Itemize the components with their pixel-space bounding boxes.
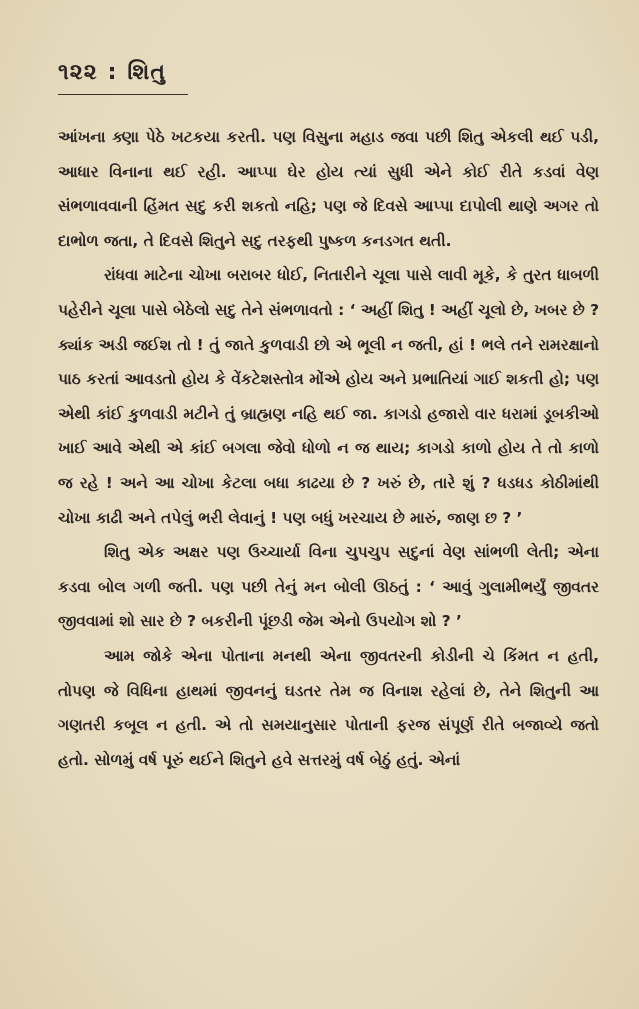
header-underline xyxy=(58,94,188,95)
page-number: ૧૨૨ xyxy=(58,60,98,85)
paragraph-4: આમ જોકે એના પોતાના મનથી એના જીવતરની કોડીની ચે કિંમત ન હતી, તોપણ જે વિધિના હાથમાં જીવનનું ઘડતર તેમ જ વિનાશ રહેલાં છે, તેને શિતુની આ ગણતરી કબૂલ ન હતી. એ તો સમયાનુસાર પોતાની ફરજ સંપૂર્ણ રીતે બજાવ્યે જતો હતો. સોળમું વર્ષ પૂરું થઈને શિતુને હવે સત્તરમું વર્ષ બેઠું હતું. એનાં xyxy=(58,646,599,769)
running-header xyxy=(58,60,166,85)
paragraph-3: શિતુ એક અક્ષર પણ ઉચ્ચાર્યા વિના ચુપચુપ સદુનાં વેણ સાંભળી લેતી; એના કડવા બોલ ગળી જતી. પણ પછી તેનું મન બોલી ઊઠતું : ‘ આવું ગુલામીભર્યું જીવતર જીવવામાં શો સાર છે ? બકરીની પૂંછડી જેમ એનો ઉપયોગ શો ? ’ xyxy=(58,543,599,631)
paragraph-1: આંખના ક્ણા પેઠે ખટકયા કરતી. પણ વિસુના મહાડ જવા પછી શિતુ એકલી થઈ પડી, આધાર વિનાના થઈ રહી. આપ્પા ઘેર હોય ત્યાં સુધી એને કોઈ રીતે કડવાં વેણ સંભળાવવાની હિંમત સદુ કરી શકતો નહિ; પણ જે દિવસે આપ્પા દાપોલી થાણે અગર તો દાભોળ જતા, તે દિવસે શિતુને સદુ તરફથી પુષ્કળ કનડગત થતી. xyxy=(58,128,599,250)
paragraph-2: રાંધવા માટેના ચોખા બરાબર ધોઈ, નિતારીને ચૂલા પાસે લાવી મૂકે, કે તુરત ધાબળી પહેરીને ચૂલા પાસે બેઠેલો સદુ તેને સંભળાવતો : ‘ અહીં શિતુ ! અહીં ચૂલો છે, ખબર છે ? ક્યાંક અડી જઈશ તો ! તું જાતે કુળવાડી છો એ ભૂલી ન જતી, હાં ! ભલે તને રામરક્ષાનો પાઠ કરતાં આવડતો હોય કે વેંકટેશસ્તોત્ર મોંએ હોય અને પ્રભાતિયાં ગાઈ શકતી હો; પણ એથી કાંઈ કુળવાડી મટીને તું બ્રાહ્મણ નહિ થઈ જા. કાગડો હજારો વાર ધરામાં ડૂબકીઓ ખાઈ આવે એથી એ કાંઈ બગલા જેવો ધોળો ન જ થાય; કાગડો કાળો હોય તે તો કાળો જ રહે ! અને આ ચોખા કેટલા બધા કાઢયા છે ? ખરું છે, તારે શું ? ધડધડ કોઠીમાંથી ચોખા કાઢી અને તપેલું ભરી લેવાનું ! પણ બધું ખરચાય છે મારું, જાણ છ ? ’ xyxy=(58,266,600,527)
chapter-title: શિતુ xyxy=(127,60,166,85)
body-text xyxy=(58,120,599,777)
header-separator: : xyxy=(107,60,118,85)
